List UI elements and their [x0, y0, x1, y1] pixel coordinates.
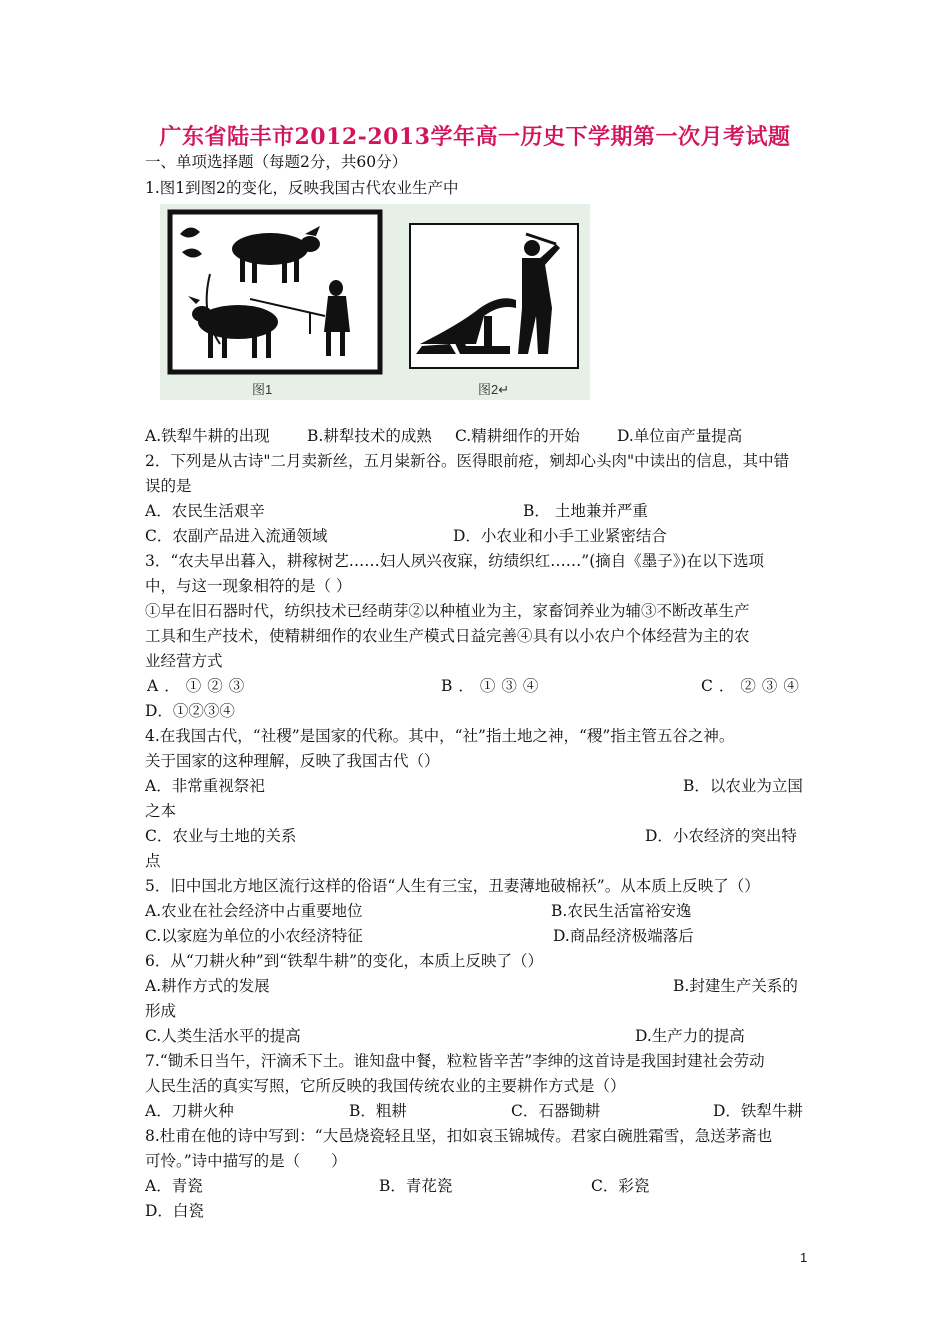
q2-option-c: C．农副产品进入流通领域: [145, 527, 328, 545]
fig2-caption: 图2↵: [478, 382, 510, 397]
q8-stem-line1: 8.杜甫在他的诗中写到：“大邑烧瓷轻且坚，扣如哀玉锦城传。君家白碗胜霜雪，急送茅斋也: [145, 1127, 773, 1145]
q3-stem-line1: 3．“农夫早出暮入，耕稼树艺……妇人夙兴夜寐，纺绩织红……”(摘自《墨子》)在以下选项: [145, 552, 765, 570]
q8-option-a: A．青瓷: [145, 1177, 203, 1195]
q2-option-d: D．小农业和小手工业紧密结合: [453, 527, 667, 545]
q2-stem-line1: 2．下列是从古诗"二月卖新丝，五月粜新谷。医得眼前疮，剜却心头肉"中读出的信息，其中错: [145, 452, 790, 470]
q5-option-b: B.农民生活富裕安逸: [551, 902, 692, 920]
q4-option-a: A．非常重视祭祀: [145, 777, 265, 795]
q2-stem-line2: 误的是: [145, 477, 192, 495]
q6-stem: 6．从“刀耕火种”到“铁犁牛耕”的变化，本质上反映了（）: [145, 952, 544, 970]
q2-option-a: A．农民生活艰辛: [145, 502, 265, 520]
section-heading: 一、单项选择题（每题2分，共60分）: [145, 153, 408, 171]
q1-figure-drawing: [160, 204, 590, 400]
q7-option-a: A．刀耕火种: [145, 1102, 234, 1120]
q6-option-b: B.封建生产关系的: [673, 977, 798, 995]
q5-stem: 5．旧中国北方地区流行这样的俗语“人生有三宝，丑妻薄地破棉袄”。从本质上反映了（）: [145, 877, 760, 895]
q7-option-d: D．铁犁牛耕: [713, 1102, 803, 1120]
q7-option-c: C．石器锄耕: [511, 1102, 601, 1120]
q4-option-d: D．小农经济的突出特: [645, 827, 797, 845]
q4-option-c: C．农业与土地的关系: [145, 827, 297, 845]
q6-option-d: D.生产力的提高: [635, 1027, 745, 1045]
q4-option-b-wrap: 之本: [145, 802, 177, 820]
page-number: 1: [800, 1250, 808, 1265]
q1-figure: [160, 204, 590, 400]
q8-option-d: D．白瓷: [145, 1202, 204, 1220]
q5-option-d: D.商品经济极端落后: [553, 927, 694, 945]
q4-option-b: B．以农业为立国: [683, 777, 803, 795]
q7-stem-line2: 人民生活的真实写照，它所反映的我国传统农业的主要耕作方式是（）: [145, 1077, 626, 1095]
q6-option-b-wrap: 形成: [145, 1002, 177, 1020]
q3-option-b: B．①③④: [441, 677, 545, 695]
q2-option-b: B． 土地兼并严重: [523, 502, 648, 520]
q1-option-d: D.单位亩产量提高: [617, 427, 743, 445]
q3-option-d: D．①②③④: [145, 702, 235, 720]
q7-option-b: B．粗耕: [349, 1102, 407, 1120]
q5-option-c: C.以家庭为单位的小农经济特征: [145, 927, 363, 945]
q8-option-c: C．彩瓷: [591, 1177, 650, 1195]
q8-option-b: B．青花瓷: [379, 1177, 453, 1195]
q4-stem-line2: 关于国家的这种理解，反映了我国古代（）: [145, 752, 440, 770]
q3-stem-line2: 中，与这一现象相符的是（ ）: [145, 577, 352, 595]
q8-stem-line2: 可怜。”诗中描写的是（ ）: [145, 1152, 347, 1170]
q1-stem: 1.图1到图2的变化，反映我国古代农业生产中: [145, 179, 459, 197]
q3-stem-line3: ①早在旧石器时代，纺织技术已经萌芽②以种植业为主，家畜饲养业为辅③不断改革生产: [145, 602, 750, 620]
q1-option-b: B.耕犁技术的成熟: [307, 427, 432, 445]
q3-option-c: C．②③④: [701, 677, 805, 695]
q1-option-c: C.精耕细作的开始: [455, 427, 580, 445]
q3-stem-line4: 工具和生产技术，使精耕细作的农业生产模式日益完善④具有以小农户个体经营为主的农: [145, 627, 750, 645]
q5-option-a: A.农业在社会经济中占重要地位: [145, 902, 363, 920]
fig1-caption: 图1: [252, 382, 273, 397]
q7-stem-line1: 7.“锄禾日当午，汗滴禾下土。谁知盘中餐，粒粒皆辛苦”李绅的这首诗是我国封建社会劳动: [145, 1052, 765, 1070]
q1-option-a: A.铁犁牛耕的出现: [145, 427, 270, 445]
q4-option-d-wrap: 点: [145, 852, 161, 870]
q3-option-a: A．①②③: [147, 677, 251, 695]
exam-title: 广东省陆丰市2012-2013学年高一历史下学期第一次月考试题: [159, 124, 791, 150]
q6-option-a: A.耕作方式的发展: [145, 977, 270, 995]
q3-stem-line5: 业经营方式: [145, 652, 223, 670]
q4-stem-line1: 4.在我国古代，“社稷”是国家的代称。其中，“社”指土地之神，“稷”指主管五谷之神。: [145, 727, 735, 745]
q6-option-c: C.人类生活水平的提高: [145, 1027, 301, 1045]
